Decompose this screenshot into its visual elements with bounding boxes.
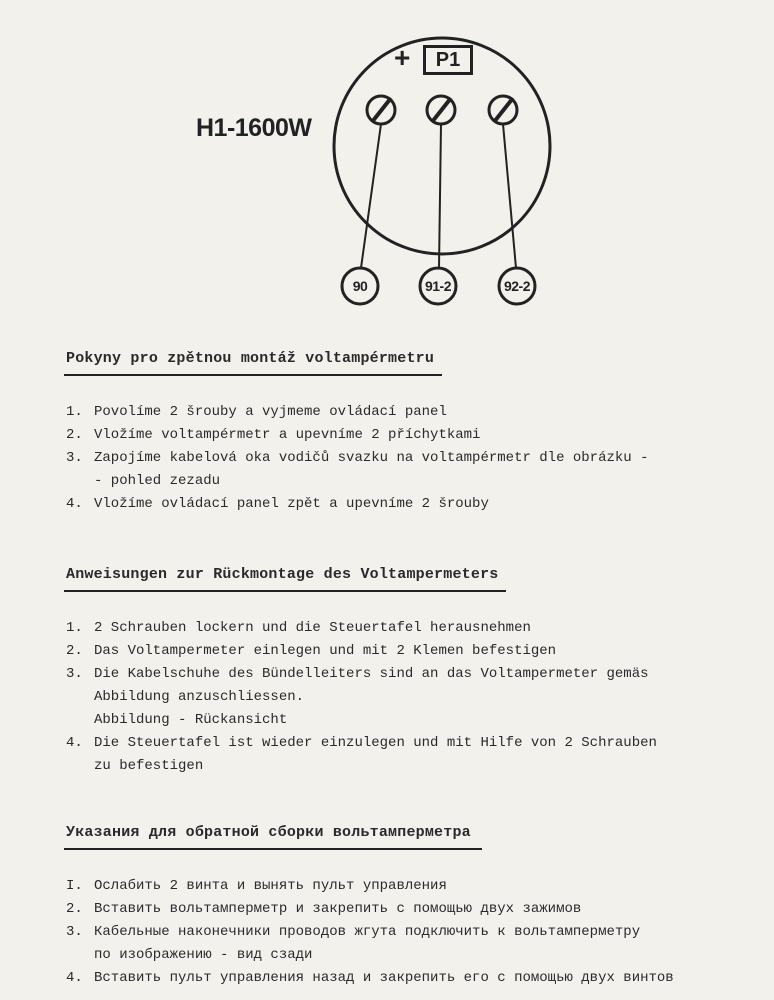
list-item: 2. Вставить вольтамперметр и закрепить с помощью двух зажимов <box>66 901 582 917</box>
instruction-list-czech <box>66 401 746 516</box>
terminal-block-label: P1 <box>423 45 473 75</box>
list-item: I. Ослабить 2 винта и вынять пульт управления <box>66 878 447 894</box>
list-item: 1. 2 Schrauben lockern und die Steuertafel herausnehmen <box>66 620 531 636</box>
leader-line <box>361 124 381 268</box>
list-item: 2. Das Voltampermeter einlegen und mit 2 Klemen befestigen <box>66 643 557 659</box>
section-underline <box>64 848 482 850</box>
section-title-german: Anweisungen zur Rückmontage des Voltampermeters <box>66 566 499 583</box>
model-label: H1-1600W <box>196 114 312 142</box>
terminal-label-91-2: 91-2 <box>424 278 452 294</box>
list-item: 4. Vložíme ovládací panel zpět a upevníme 2 šrouby <box>66 496 489 512</box>
list-item: 3. Die Kabelschuhe des Bündelleiters sind an das Voltampermeter gemäs Abbildung anzuschliessen. Abbildung - Rückansicht <box>66 666 649 728</box>
leader-line <box>503 124 516 268</box>
list-item: 4. Die Steuertafel ist wieder einzulegen und mit Hilfe von 2 Schrauben zu befestigen <box>66 735 657 774</box>
list-item: 2. Vložíme voltampérmetr a upevníme 2 příchytkami <box>66 427 481 443</box>
terminal-label-90: 90 <box>352 278 368 294</box>
section-underline <box>64 374 442 376</box>
instruction-list-german <box>66 617 746 778</box>
terminal-screw <box>427 96 455 124</box>
instruction-list-russian <box>66 875 746 990</box>
list-item: 3. Zapojíme kabelová oka vodičů svazku na voltampérmetr dle obrázku - - pohled zezadu <box>66 450 649 489</box>
list-item: 1. Povolíme 2 šrouby a vyjmeme ovládací panel <box>66 404 447 420</box>
list-item: 4. Вставить пульт управления назад и закрепить его с помощью двух винтов <box>66 970 674 986</box>
terminal-label-92-2: 92-2 <box>503 278 531 294</box>
wiring-diagram <box>0 0 774 310</box>
terminal-screw <box>367 96 395 124</box>
terminal-screw <box>489 96 517 124</box>
list-item: 3. Кабельные наконечники проводов жгута подключить к вольтамперметру по изображению - вид сзади <box>66 924 641 963</box>
polarity-sign: + <box>394 42 411 73</box>
section-underline <box>64 590 506 592</box>
leader-line <box>439 124 441 268</box>
section-title-czech: Pokyny pro zpětnou montáž voltampérmetru <box>66 350 435 367</box>
section-title-russian: Указания для обратной сборки вольтамперметра <box>66 824 471 841</box>
